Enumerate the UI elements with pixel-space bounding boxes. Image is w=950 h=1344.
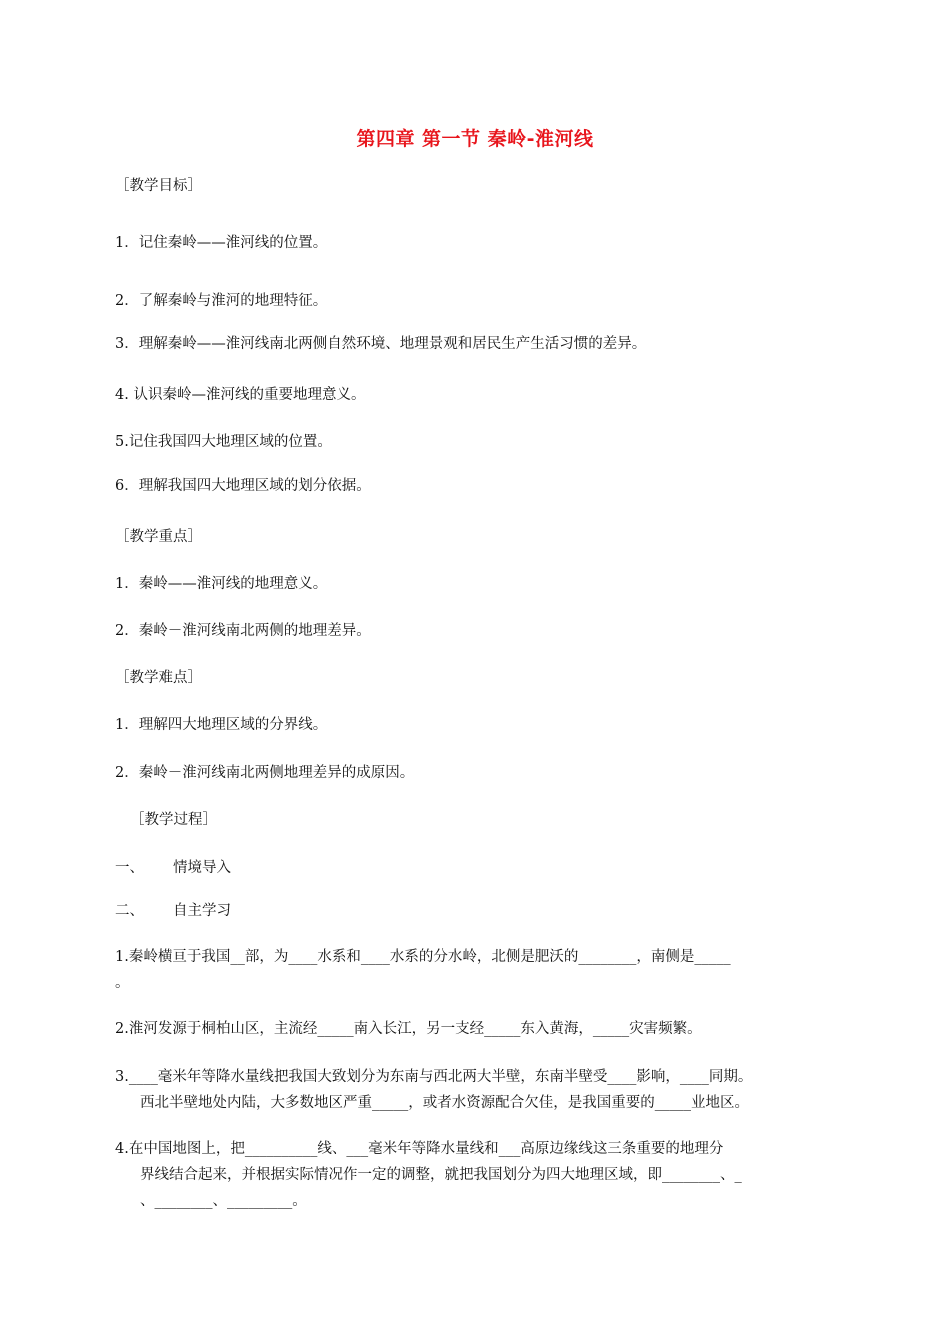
exercise-3-line-2: 西北半壁地处内陆，大多数地区严重_____，或者水资源配合欠佳，是我国重要的_____业地区。: [140, 1095, 749, 1111]
process-heading: ［教学过程］: [130, 812, 217, 828]
key-point-item: 1．秦岭——淮河线的地理意义。: [115, 576, 328, 592]
exercise-4-line-3: 、________、_________。: [140, 1193, 307, 1209]
objective-item: 5.记住我国四大地理区域的位置。: [115, 434, 332, 450]
section-index: 二、: [115, 903, 144, 919]
objective-item: 4. 认识秦岭—淮河线的重要地理意义。: [115, 387, 366, 403]
key-point-item: 2．秦岭－淮河线南北两侧的地理差异。: [115, 623, 371, 639]
objective-item: 1．记住秦岭——淮河线的位置。: [115, 235, 328, 251]
section-index: 一、: [115, 860, 144, 876]
objective-item: 6．理解我国四大地理区域的划分依据。: [115, 478, 371, 494]
exercise-4-line-1: 4.在中国地图上，把__________线、___毫米年等降水量线和___高原边缘线这三条重要的地理分: [115, 1141, 724, 1157]
exercise-1-line-1: 1.秦岭横亘于我国__部，为____水系和____水系的分水岭，北侧是肥沃的________，南侧是_____: [115, 949, 731, 965]
difficulties-heading: ［教学难点］: [115, 670, 202, 686]
exercise-1-line-2: 。: [115, 975, 130, 991]
exercise-4-line-2: 界线结合起来，并根据实际情况作一定的调整，就把我国划分为四大地理区域，即________、_: [140, 1167, 742, 1183]
exercise-3-line-1: 3.____毫米年等降水量线把我国大致划分为东南与西北两大半壁，东南半壁受____影响，____同期。: [115, 1069, 753, 1085]
key-points-heading: ［教学重点］: [115, 529, 202, 545]
objectives-heading: ［教学目标］: [115, 178, 202, 194]
process-section-self-study: [115, 901, 231, 921]
objective-item: 3．理解秦岭——淮河线南北两侧自然环境、地理景观和居民生产生活习惯的差异。: [115, 336, 647, 352]
section-label: 自主学习: [173, 903, 231, 919]
process-section-intro: [115, 858, 231, 878]
difficulty-item: 2．秦岭－淮河线南北两侧地理差异的成原因。: [115, 765, 415, 781]
section-label: 情境导入: [173, 860, 231, 876]
page-title: 第四章 第一节 秦岭-淮河线: [356, 128, 594, 150]
exercise-2: 2.淮河发源于桐柏山区，主流经_____南入长江，另一支经_____东入黄海，_____灾害频繁。: [115, 1021, 702, 1037]
difficulty-item: 1．理解四大地理区域的分界线。: [115, 717, 328, 733]
objective-item: 2．了解秦岭与淮河的地理特征。: [115, 293, 328, 309]
